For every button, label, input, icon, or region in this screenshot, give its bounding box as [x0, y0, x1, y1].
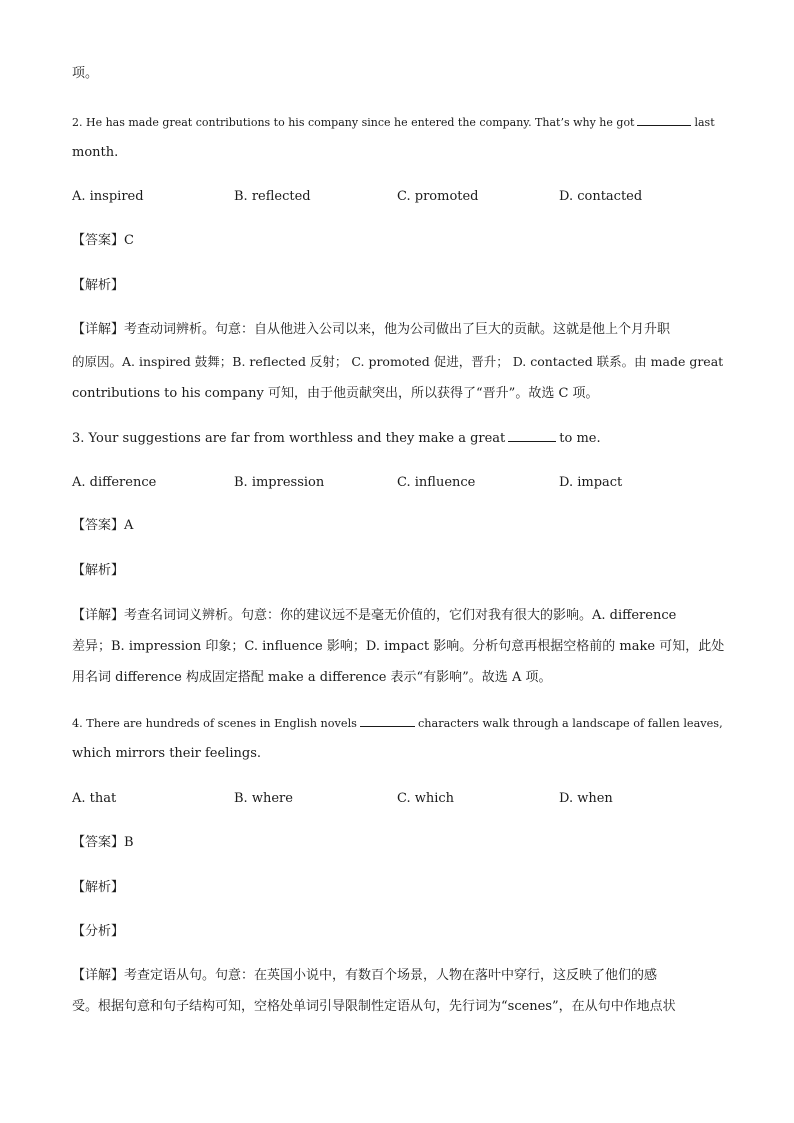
q3-stem-post: to me. [559, 431, 601, 446]
q4-stem-pre: 4. There are hundreds of scenes in English novels [72, 717, 357, 730]
q4-options [72, 791, 722, 807]
q2-stem-line2: month. [72, 145, 119, 160]
q2-detail-line2: 的原因。A. inspired 鼓舞；B. reflected 反射； C. promoted 促进，晋升； D. contacted 联系。由 made great [72, 354, 724, 369]
q3-detail-line3: 用名词 difference 构成固定搭配 make a difference 表示“有影响”。故选 A 项。 [72, 670, 552, 685]
q4-option-a: A. that [72, 791, 117, 806]
q2-blank [637, 114, 691, 126]
q2-stem-pre: 2. He has made great contributions to his company since he entered the company. That’s why he got [72, 116, 635, 129]
q3-stem-pre: 3. Your suggestions are far from worthless and they make a great [72, 431, 506, 446]
q3-analysis-label: 【解析】 [72, 563, 125, 578]
q2-stem-post: last [694, 116, 715, 129]
q4-answer: 【答案】B [72, 835, 134, 850]
q3-option-d: D. impact [559, 475, 623, 490]
q2-options [72, 189, 722, 205]
q3-detail-line1: 【详解】考查名词词义辨析。句意：你的建议远不是毫无价值的，它们对我有很大的影响。A. difference [72, 608, 677, 623]
q3-blank [508, 430, 556, 442]
q3-stem-line1 [72, 430, 722, 447]
q4-stem-line1 [72, 715, 722, 732]
q2-detail-line3: contributions to his company 可知，由于他贡献突出，所以获得了“晋升”。故选 C 项。 [72, 386, 599, 401]
q4-detail-line1: 【详解】考查定语从句。句意：在英国小说中，有数百个场景，人物在落叶中穿行，这反映了他们的感 [72, 968, 658, 983]
q2-option-c: C. promoted [397, 189, 479, 204]
q2-option-b: B. reflected [234, 189, 311, 204]
q4-stem-line2: which mirrors their feelings. [72, 746, 262, 761]
q4-option-c: C. which [397, 791, 455, 806]
q2-analysis-label: 【解析】 [72, 278, 125, 293]
q3-detail-line2: 差异；B. impression 印象；C. influence 影响；D. impact 影响。分析句意再根据空格前的 make 可知，此处 [72, 639, 725, 654]
q4-analysis-label: 【解析】 [72, 880, 125, 895]
q4-option-b: B. where [234, 791, 293, 806]
top-fragment: 项。 [72, 66, 99, 81]
q2-option-a: A. inspired [72, 189, 144, 204]
q3-option-c: C. influence [397, 475, 476, 490]
q2-option-d: D. contacted [559, 189, 643, 204]
q4-stem-post: characters walk through a landscape of fallen leaves, [417, 717, 723, 730]
q3-option-b: B. impression [234, 475, 325, 490]
q2-stem-line1 [72, 114, 722, 131]
q2-answer: 【答案】C [72, 233, 134, 248]
q4-blank [360, 715, 415, 727]
q4-analysis2-label: 【分析】 [72, 924, 125, 939]
q3-answer: 【答案】A [72, 518, 134, 533]
q3-options [72, 475, 722, 491]
q2-detail-line1: 【详解】考查动词辨析。句意：自从他进入公司以来，他为公司做出了巨大的贡献。这就是他上个月升职 [72, 322, 671, 337]
q3-option-a: A. difference [72, 475, 157, 490]
q4-option-d: D. when [559, 791, 613, 806]
q4-detail-line2: 受。根据句意和句子结构可知，空格处单词引导限制性定语从句，先行词为“scenes”，在从句中作地点状 [72, 999, 676, 1014]
